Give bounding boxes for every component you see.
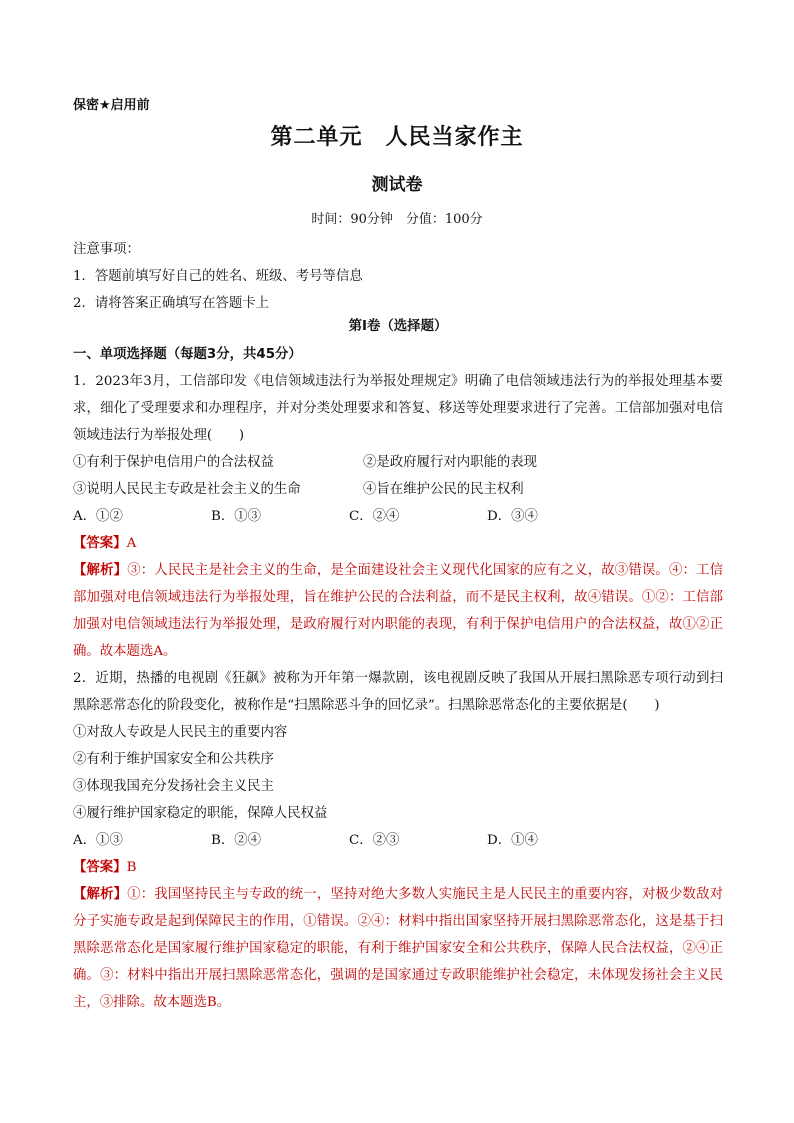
analysis-text: ③：人民民主是社会主义的生命，是全面建设社会主义现代化国家的应有之义，故③错误。④：工信部加强对电信领域违法行为举报处理，旨在维护公民的合法利益，而不是民主权利，故④错误。①②：工信部加强对电信领域违法行为举报处理，是政府履行对内职能的表现，有利于保护电信用户的合法权益，故①②正确。故本题选A。: [73, 563, 724, 659]
answer-label: 【答案】: [73, 536, 127, 551]
answer-line: [73, 854, 723, 881]
analysis-block: [73, 881, 723, 1016]
choice-row: [73, 503, 723, 530]
exam-meta: 时间：90分钟 分值：100分: [311, 212, 483, 227]
option-item: ③体现我国充分发扬社会主义民主: [73, 779, 274, 794]
analysis-label: 【解析】: [73, 887, 128, 902]
exam-body: [73, 316, 723, 1016]
choice-a: A．①③: [73, 833, 123, 848]
choice-d: D．①④: [487, 833, 538, 848]
notes-item: 1．答题前填写好自己的姓名、班级、考号等信息: [73, 269, 363, 284]
confidential-mark: 保密★启用前: [73, 98, 150, 113]
notes-block: [73, 236, 723, 317]
part-title: 一、单项选择题（每题3分，共45分）: [73, 347, 302, 362]
question-2: [73, 665, 723, 1016]
question-1: [73, 368, 723, 665]
option-item: ②是政府履行对内职能的表现: [363, 455, 538, 470]
option-item: ②有利于维护国家安全和公共秩序: [73, 752, 274, 767]
option-row: [73, 476, 723, 503]
document-subtitle: 测试卷: [371, 175, 423, 195]
option-item: ④履行维护国家稳定的职能，保障人民权益: [73, 806, 328, 821]
choice-row: [73, 827, 723, 854]
choice-d: D．③④: [487, 509, 538, 524]
option-item: ①有利于保护电信用户的合法权益: [73, 455, 274, 470]
choice-c: C．②④: [349, 509, 400, 524]
document-title: 第二单元 人民当家作主: [270, 125, 524, 150]
choice-b: B．①③: [211, 509, 262, 524]
option-item: ③说明人民民主专政是社会主义的生命: [73, 482, 301, 497]
option-row: [73, 449, 723, 476]
choice-b: B．②④: [211, 833, 262, 848]
notes-heading: 注意事项：: [73, 242, 140, 257]
answer-line: [73, 530, 723, 557]
section-title: 第Ⅰ卷（选择题）: [348, 319, 448, 334]
option-item: ①对敌人专政是人民民主的重要内容: [73, 725, 288, 740]
option-item: ④旨在维护公民的民主权利: [363, 482, 524, 497]
notes-item: 2．请将答案正确填写在答题卡上: [73, 296, 269, 311]
choice-a: A．①②: [73, 509, 123, 524]
question-stem: 1．2023年3月，工信部印发《电信领域违法行为举报处理规定》明确了电信领域违法行为的举报处理基本要求，细化了受理要求和办理程序，并对分类处理要求和答复、移送等处理要求进行了完善。工信部加强对电信领域违法行为举报处理( ): [73, 374, 723, 443]
choice-c: C．②③: [349, 833, 400, 848]
question-stem: 2．近期，热播的电视剧《狂飙》被称为开年第一爆款剧，该电视剧反映了我国从开展扫黑除恶专项行动到扫黑除恶常态化的阶段变化，被称作是“扫黑除恶斗争的回忆录”。扫黑除恶常态化的主要依据是( ): [73, 671, 723, 713]
analysis-block: [73, 557, 723, 665]
analysis-text: ①：我国坚持民主与专政的统一，坚持对绝大多数人实施民主是人民民主的重要内容，对极少数敌对分子实施专政是起到保障民主的作用，①错误。②④：材料中指出国家坚持开展扫黑除恶常态化，这是基于扫黑除恶常态化是国家履行维护国家稳定的职能，有利于维护国家安全和公共秩序，保障人民合法权益，②④正确。③：材料中指出开展扫黑除恶常态化，强调的是国家通过专政职能维护社会稳定，未体现发扬社会主义民主，③排除。故本题选B。: [73, 887, 724, 1010]
answer-value: B: [126, 860, 137, 875]
answer-value: A: [126, 536, 137, 551]
answer-label: 【答案】: [73, 860, 127, 875]
analysis-label: 【解析】: [73, 563, 128, 578]
